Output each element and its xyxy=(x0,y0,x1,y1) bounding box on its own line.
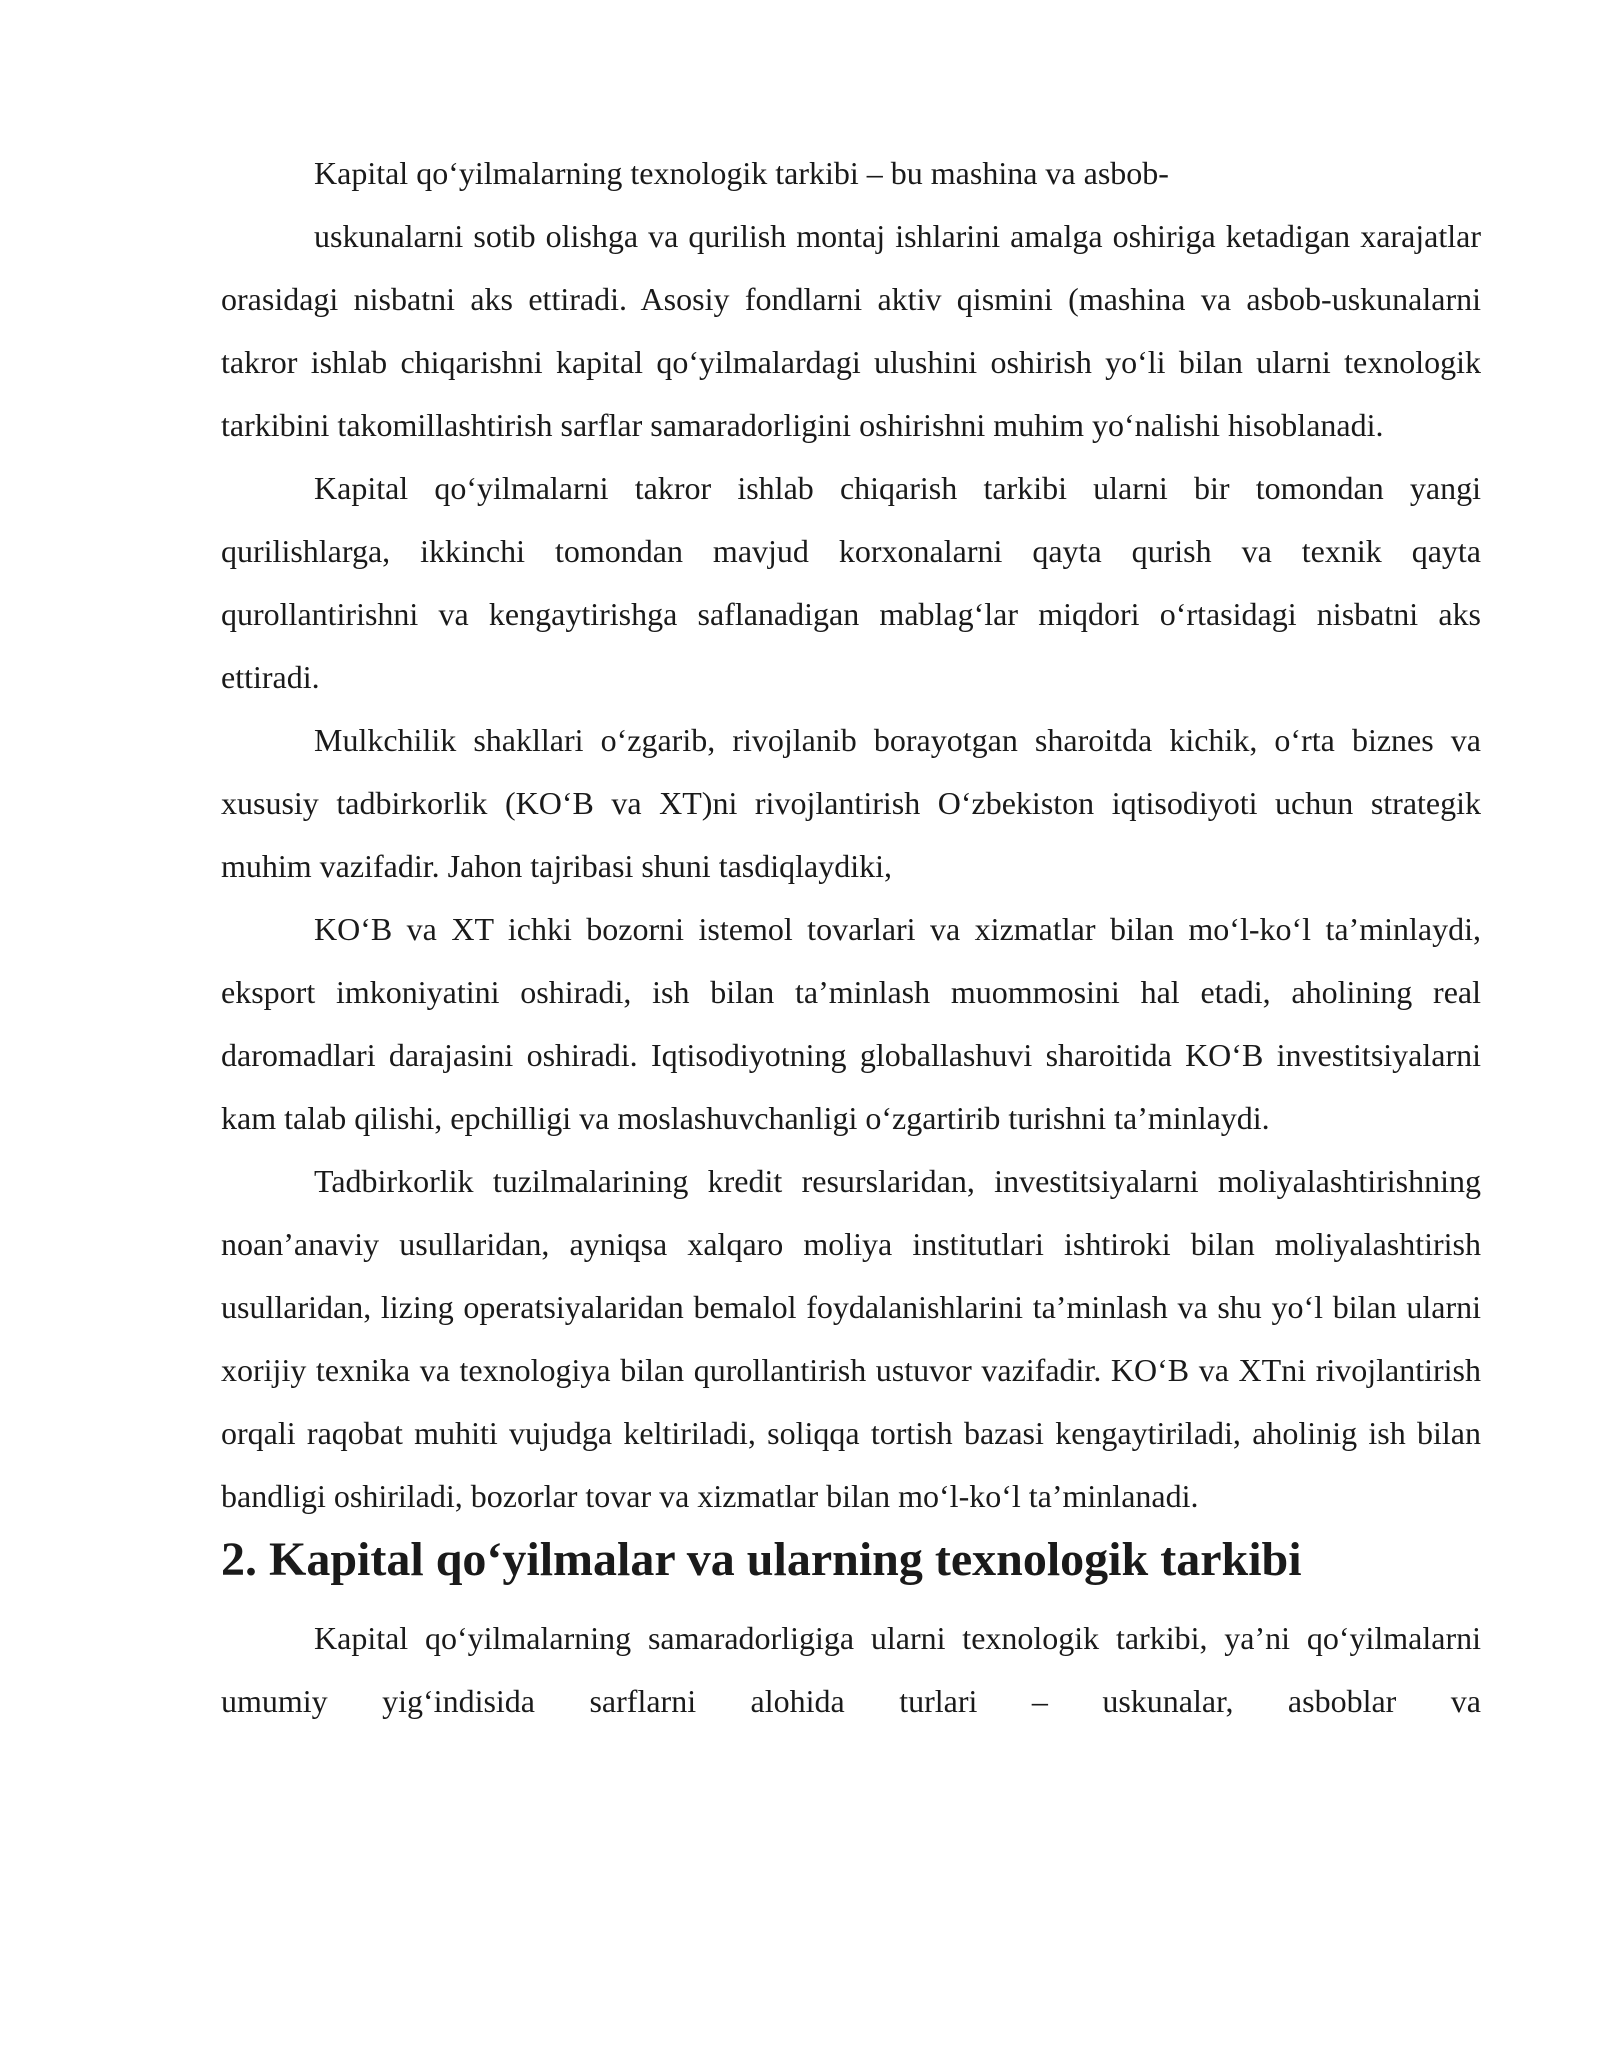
section-heading: 2. Kapital qo‘yilmalar va ularning texnologik tarkibi xyxy=(221,1533,1302,1586)
paragraph-6: Tadbirkorlik tuzilmalarining kredit resurslaridan, investitsiyalarni moliyalashtirishning noan’anaviy usullaridan, ayniqsa xalqaro moliya institutlari ishtiroki bilan moliyalashtirish usullaridan, lizing operatsiyalaridan bemalol foydalanishlarini ta’minlash va shu yo‘l bilan ularni xorijiy texnika va texnologiya bilan qurollantirish ustuvor vazifadir. KO‘B va XTni rivojlantirish orqali raqobat muhiti vujudga keltiriladi, soliqqa tortish bazasi kengaytiriladi, aholinig ish bilan bandligi oshiriladi, bozorlar tovar va xizmatlar bilan mo‘l-ko‘l ta’minlanadi. xyxy=(221,1163,1481,1514)
document-page xyxy=(221,142,1481,1733)
paragraph-1: Kapital qo‘yilmalarning texnologik tarkibi – bu mashina va asbob- xyxy=(314,155,1169,191)
paragraph-4: Mulkchilik shakllari o‘zgarib, rivojlanib borayotgan sharoitda kichik, o‘rta biznes va xususiy tadbirkorlik (KO‘B va XT)ni rivojlantirish O‘zbekiston iqtisodiyoti uchun strategik muhim vazifadir. Jahon tajribasi shuni tasdiqlaydiki, xyxy=(221,722,1481,884)
paragraph-2: uskunalarni sotib olishga va qurilish montaj ishlarini amalga oshiriga ketadigan xarajatlar orasidagi nisbatni aks ettiradi. Asosiy fondlarni aktiv qismini (mashina va asbob-uskunalarni takror ishlab chiqarishni kapital qo‘yilmalardagi ulushini oshirish yo‘li bilan ularni texnologik tarkibini takomillashtirish sarflar samaradorligini oshirishni muhim yo‘nalishi hisoblanadi. xyxy=(221,218,1481,443)
closing-paragraph: Kapital qo‘yilmalarning samaradorligiga ularni texnologik tarkibi, ya’ni qo‘yilmalarni umumiy yig‘indisida sarflarni alohida turlari – uskunalar, asboblar va xyxy=(221,1620,1481,1719)
paragraph-5: KO‘B va XT ichki bozorni istemol tovarlari va xizmatlar bilan mo‘l-ko‘l ta’minlaydi, eksport imkoniyatini oshiradi, ish bilan ta’minlash muommosini hal etadi, aholining real daromadlari darajasini oshiradi. Iqtisodiyotning globallashuvi sharoitida KO‘B investitsiyalarni kam talab qilishi, epchilligi va moslashuvchanligi o‘zgartirib turishni ta’minlaydi. xyxy=(221,911,1481,1136)
paragraph-3: Kapital qo‘yilmalarni takror ishlab chiqarish tarkibi ularni bir tomondan yangi qurilishlarga, ikkinchi tomondan mavjud korxonalarni qayta qurish va texnik qayta qurollantirishni va kengaytirishga saflanadigan mablag‘lar miqdori o‘rtasidagi nisbatni aks ettiradi. xyxy=(221,470,1481,695)
